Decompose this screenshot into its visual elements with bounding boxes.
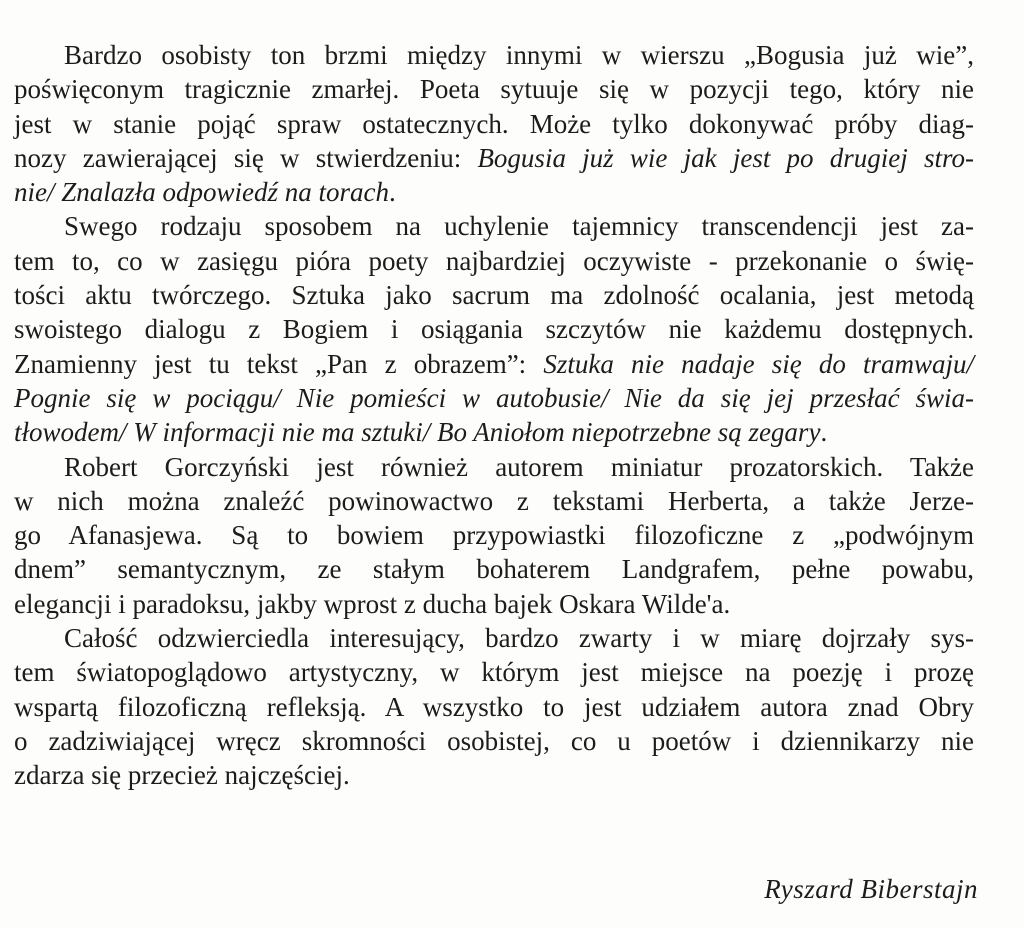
text-run: go Afanasjewa. Są to bowiem przypowiastki filozoficzne z „podwójnym: [14, 520, 974, 551]
text-line: [14, 587, 974, 621]
text-line: [14, 107, 974, 141]
text-line: [14, 518, 974, 552]
text-run: w nich można znaleźć powinowactwo z tekstami Herberta, a także Jerze-: [14, 485, 974, 516]
text-line: [14, 690, 974, 724]
text-line: [14, 655, 974, 689]
text-line: [14, 278, 974, 312]
text-line: [14, 415, 974, 449]
text-line: [14, 312, 974, 346]
text-run: zdarza się przecież najczęściej.: [14, 760, 350, 791]
paragraph: [14, 38, 974, 209]
text-run: elegancji i paradoksu, jakby wprost z ducha bajek Oskara Wilde'a.: [14, 588, 731, 619]
text-run: Całość odzwierciedla interesujący, bardzo zwarty i w miarę dojrzały sys-: [64, 623, 974, 654]
text-line: [14, 758, 974, 792]
text-run: tem światopoglądowo artystyczny, w którym jest miejsce na poezję i prozę: [14, 657, 974, 688]
text-line: [14, 381, 974, 415]
italic-quote: Sztuka nie nadaje się do tramwaju/: [543, 348, 974, 379]
italic-quote: Bogusia już wie jak jest po drugiej stro-: [477, 142, 974, 173]
text-run: tem to, co w zasięgu pióra poety najbardziej oczywiste - przekonanie o świę-: [14, 245, 974, 276]
text-line: [14, 175, 974, 209]
italic-quote: tłowodem/ W informacji nie ma sztuki/ Bo Aniołom niepotrzebne są zegary: [14, 417, 821, 448]
text-line: [14, 347, 974, 381]
text-run: o zadziwiającej wręcz skromności osobistej, co u poetów i dziennikarzy nie: [14, 725, 974, 756]
text-line: [14, 209, 974, 243]
text-run: Swego rodzaju sposobem na uchylenie tajemnicy transcendencji jest za-: [64, 211, 974, 242]
article-body: [14, 38, 974, 793]
text-run: tości aktu twórczego. Sztuka jako sacrum ma zdolność ocalania, jest metodą: [14, 280, 974, 311]
italic-quote: Pognie się w pociągu/ Nie pomieści w autobusie/ Nie da się jej przesłać świa-: [14, 382, 974, 413]
text-run: Robert Gorczyński jest również autorem miniatur prozatorskich. Także: [64, 451, 974, 482]
text-run: wspartą filozoficzną refleksją. A wszystko to jest udziałem autora znad Obry: [14, 691, 974, 722]
text-line: [14, 621, 974, 655]
text-line: [14, 450, 974, 484]
text-line: [14, 72, 974, 106]
text-run: swoistego dialogu z Bogiem i osiągania szczytów nie każdemu dostępnych.: [14, 314, 974, 345]
italic-quote: nie/ Znalazła odpowiedź na torach: [14, 177, 390, 208]
text-line: [14, 552, 974, 586]
text-line: [14, 724, 974, 758]
paragraph: [14, 209, 974, 449]
text-line: [14, 244, 974, 278]
paragraph: [14, 621, 974, 792]
text-run: poświęconym tragicznie zmarłej. Poeta sytuuje się w pozycji tego, który nie: [14, 74, 974, 105]
text-run: Znamienny jest tu tekst „Pan z obrazem”:: [14, 348, 544, 379]
text-run: .: [820, 417, 828, 448]
author-signature: Ryszard Biberstajn: [764, 874, 978, 904]
text-run: nozy zawierającej się w stwierdzeniu:: [14, 142, 478, 173]
text-run: Bardzo osobisty ton brzmi między innymi w wierszu „Bogusia już wie”,: [64, 40, 974, 70]
text-run: dnem” semantycznym, ze stałym bohaterem Landgrafem, pełne powabu,: [14, 554, 974, 585]
text-run: jest w stanie pojąć spraw ostatecznych. Może tylko dokonywać próby diag-: [14, 108, 974, 139]
text-line: [14, 141, 974, 175]
paragraph: [14, 450, 974, 621]
text-line: [14, 484, 974, 518]
text-line: [14, 38, 974, 72]
text-run: .: [389, 177, 396, 208]
